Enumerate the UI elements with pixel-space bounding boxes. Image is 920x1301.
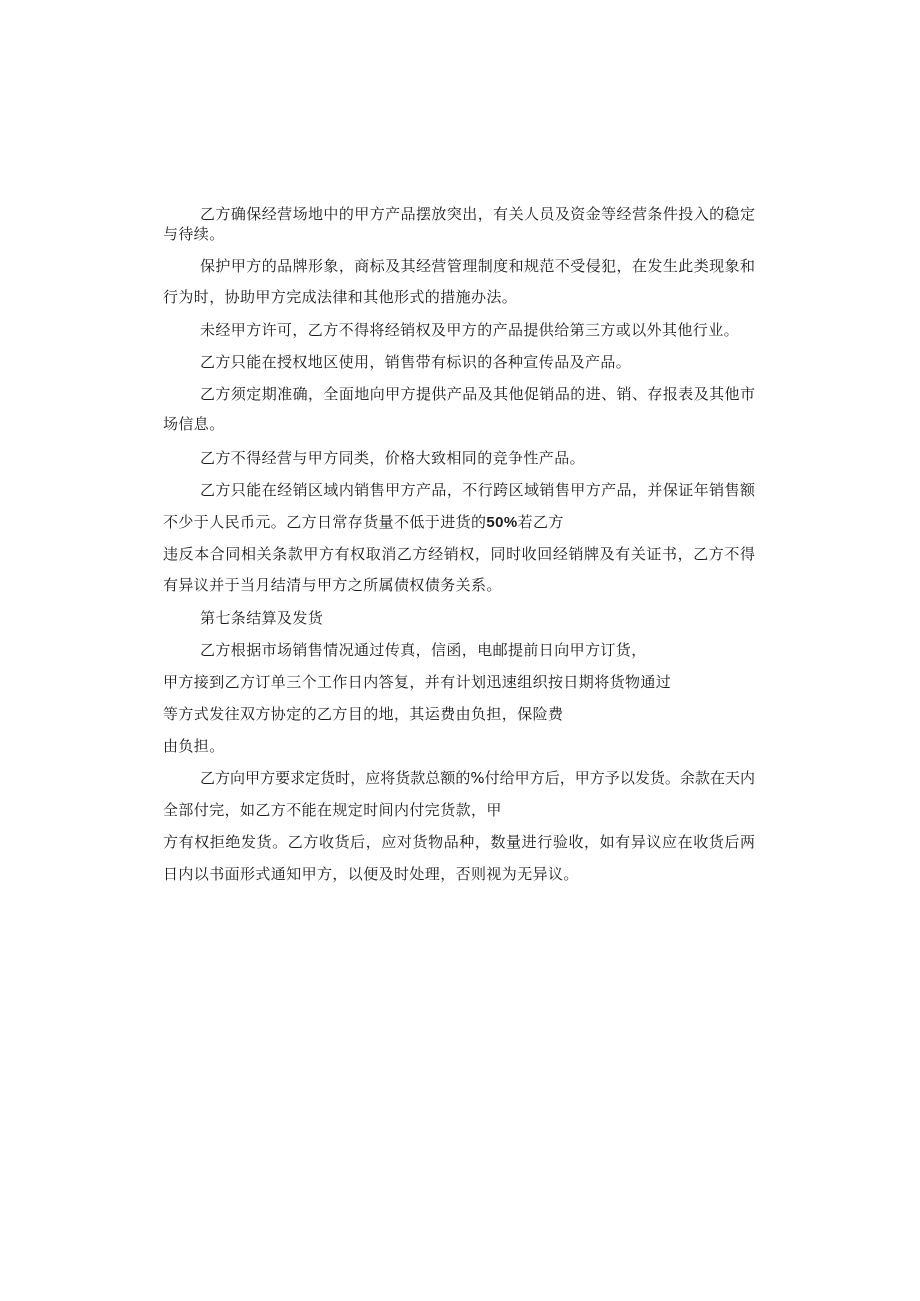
paragraph-line: 场信息。 [163, 415, 225, 433]
paragraph-line: 等方式发往双方协定的乙方目的地，其运费由负担，保险费 [163, 705, 564, 723]
paragraph-line: 乙方不得经营与甲方同类，价格大致相同的竞争性产品。 [200, 449, 586, 467]
section-heading: 第七条结算及发货 [200, 609, 324, 627]
line-text: 不少于人民币元。乙方日常存货量不低于进货的 [163, 513, 487, 531]
paragraph-line: 乙方只能在经销区域内销售甲方产品，不行跨区域销售甲方产品，并保证年销售额 [200, 481, 755, 499]
paragraph-line: 未经甲方许可，乙方不得将经销权及甲方的产品提供给第三方或以外其他行业。 [200, 321, 740, 339]
paragraph-line: 乙方确保经营场地中的甲方产品摆放突出，有关人员及资金等经营条件投入的稳定 [200, 205, 755, 223]
paragraph-line: 保护甲方的品牌形象，商标及其经营管理制度和规范不受侵犯，在发生此类现象和 [200, 257, 755, 275]
paragraph-line: 全部付完，如乙方不能在规定时间内付完货款，甲 [163, 801, 502, 819]
paragraph-line: 乙方向甲方要求定货时，应将货款总额的%付给甲方后，甲方予以发货。余款在天内 [200, 769, 755, 787]
percent-value: 50% [486, 514, 518, 531]
paragraph-line-with-percent [163, 512, 564, 533]
paragraph-line: 日内以书面形式通知甲方，以便及时处理，否则视为无异议。 [163, 865, 579, 883]
paragraph-line: 乙方根据市场销售情况通过传真，信函，电邮提前日向甲方订货， [200, 641, 647, 659]
paragraph-line: 与待续。 [163, 225, 225, 243]
paragraph-line: 有异议并于当月结清与甲方之所属债权债务关系。 [163, 576, 502, 594]
line-text-tail: 若乙方 [517, 513, 564, 531]
paragraph-line: 方有权拒绝发货。乙方收货后，应对货物品种，数量进行验收，如有异议应在收货后两 [163, 833, 755, 851]
paragraph-line: 行为时，协助甲方完成法律和其他形式的措施办法。 [163, 288, 518, 306]
paragraph-line: 乙方须定期准确，全面地向甲方提供产品及其他促销品的进、销、存报表及其他市 [200, 385, 755, 403]
paragraph-line: 乙方只能在授权地区使用，销售带有标识的各种宣传品及产品。 [200, 353, 632, 371]
paragraph-line: 甲方接到乙方订单三个工作日内答复，并有计划迅速组织按日期将货物通过 [163, 673, 672, 691]
paragraph-line: 由负担。 [163, 737, 225, 755]
paragraph-line: 违反本合同相关条款甲方有权取消乙方经销权，同时收回经销牌及有关证书，乙方不得 [163, 545, 755, 563]
